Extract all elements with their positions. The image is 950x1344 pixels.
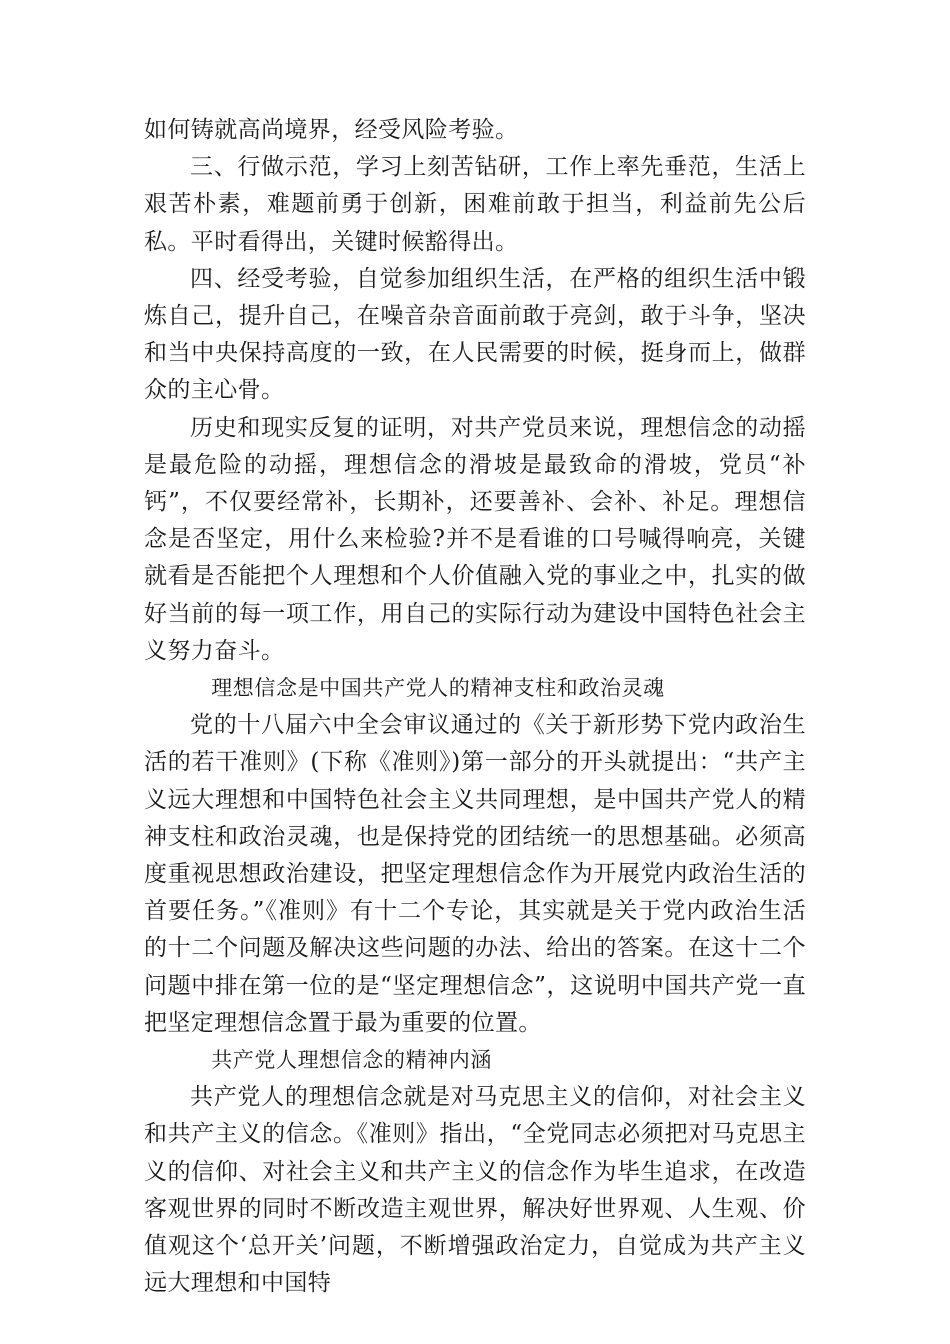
paragraph-2: 三、行做示范，学习上刻苦钻研，工作上率先垂范，生活上艰苦朴素，难题前勇于创新，困难前敢于担当，利益前先公后私。平时看得出，关键时候豁得出。 — [144, 154, 806, 255]
document-page — [144, 112, 806, 1303]
paragraph-1: 如何铸就高尚境界，经受风险考验。 — [144, 117, 519, 143]
paragraph-5: 党的十八届六中全会审议通过的《关于新形势下党内政治生活的若干准则》(下称《准则》)第一部分的开头就提出：“共产主义远大理想和中国特色社会主义共同理想，是中国共产党人的精神支柱和政治灵魂，也是保持党的团结统一的思想基础。必须高度重视思想政治建设，把坚定理想信念作为开展党内政治生活的首要任务。”《准则》有十二个专论，其实就是关于党内政治生活的十二个问题及解决这些问题的办法、给出的答案。在这十二个问题中排在第一位的是“坚定理想信念”，这说明中国共产党一直把坚定理想信念置于最为重要的位置。 — [144, 712, 806, 1036]
paragraph-4: 历史和现实反复的证明，对共产党员来说，理想信念的动摇是最危险的动摇，理想信念的滑坡是最致命的滑坡，党员“补钙”，不仅要经常补，长期补，还要善补、会补、补足。理想信念是否坚定，用什么来检验?并不是看谁的口号喊得响亮，关键就看是否能把个人理想和个人价值融入党的事业之中，扎实的做好当前的每一项工作，用自己的实际行动为建设中国特色社会主义努力奋斗。 — [144, 414, 806, 664]
section-heading-1: 理想信念是中国共产党人的精神支柱和政治灵魂 — [211, 676, 665, 701]
paragraph-6: 共产党人的理想信念就是对马克思主义的信仰，对社会主义和共产主义的信念。《准则》指出，“全党同志必须把对马克思主义的信仰、对社会主义和共产主义的信念作为毕生追求，在改造客观世界的同时不断改造主观世界，解决好世界观、人生观、价值观这个‘总开关’问题，不断增强政治定力，自觉成为共产主义远大理想和中国特 — [144, 1084, 806, 1297]
paragraph-3: 四、经受考验，自觉参加组织生活，在严格的组织生活中锻炼自己，提升自己，在噪音杂音面前敢于亮剑，敢于斗争，坚决和当中央保持高度的一致，在人民需要的时候，挺身而上，做群众的主心骨。 — [144, 265, 806, 404]
section-heading-2: 共产党人理想信念的精神内涵 — [211, 1048, 492, 1073]
